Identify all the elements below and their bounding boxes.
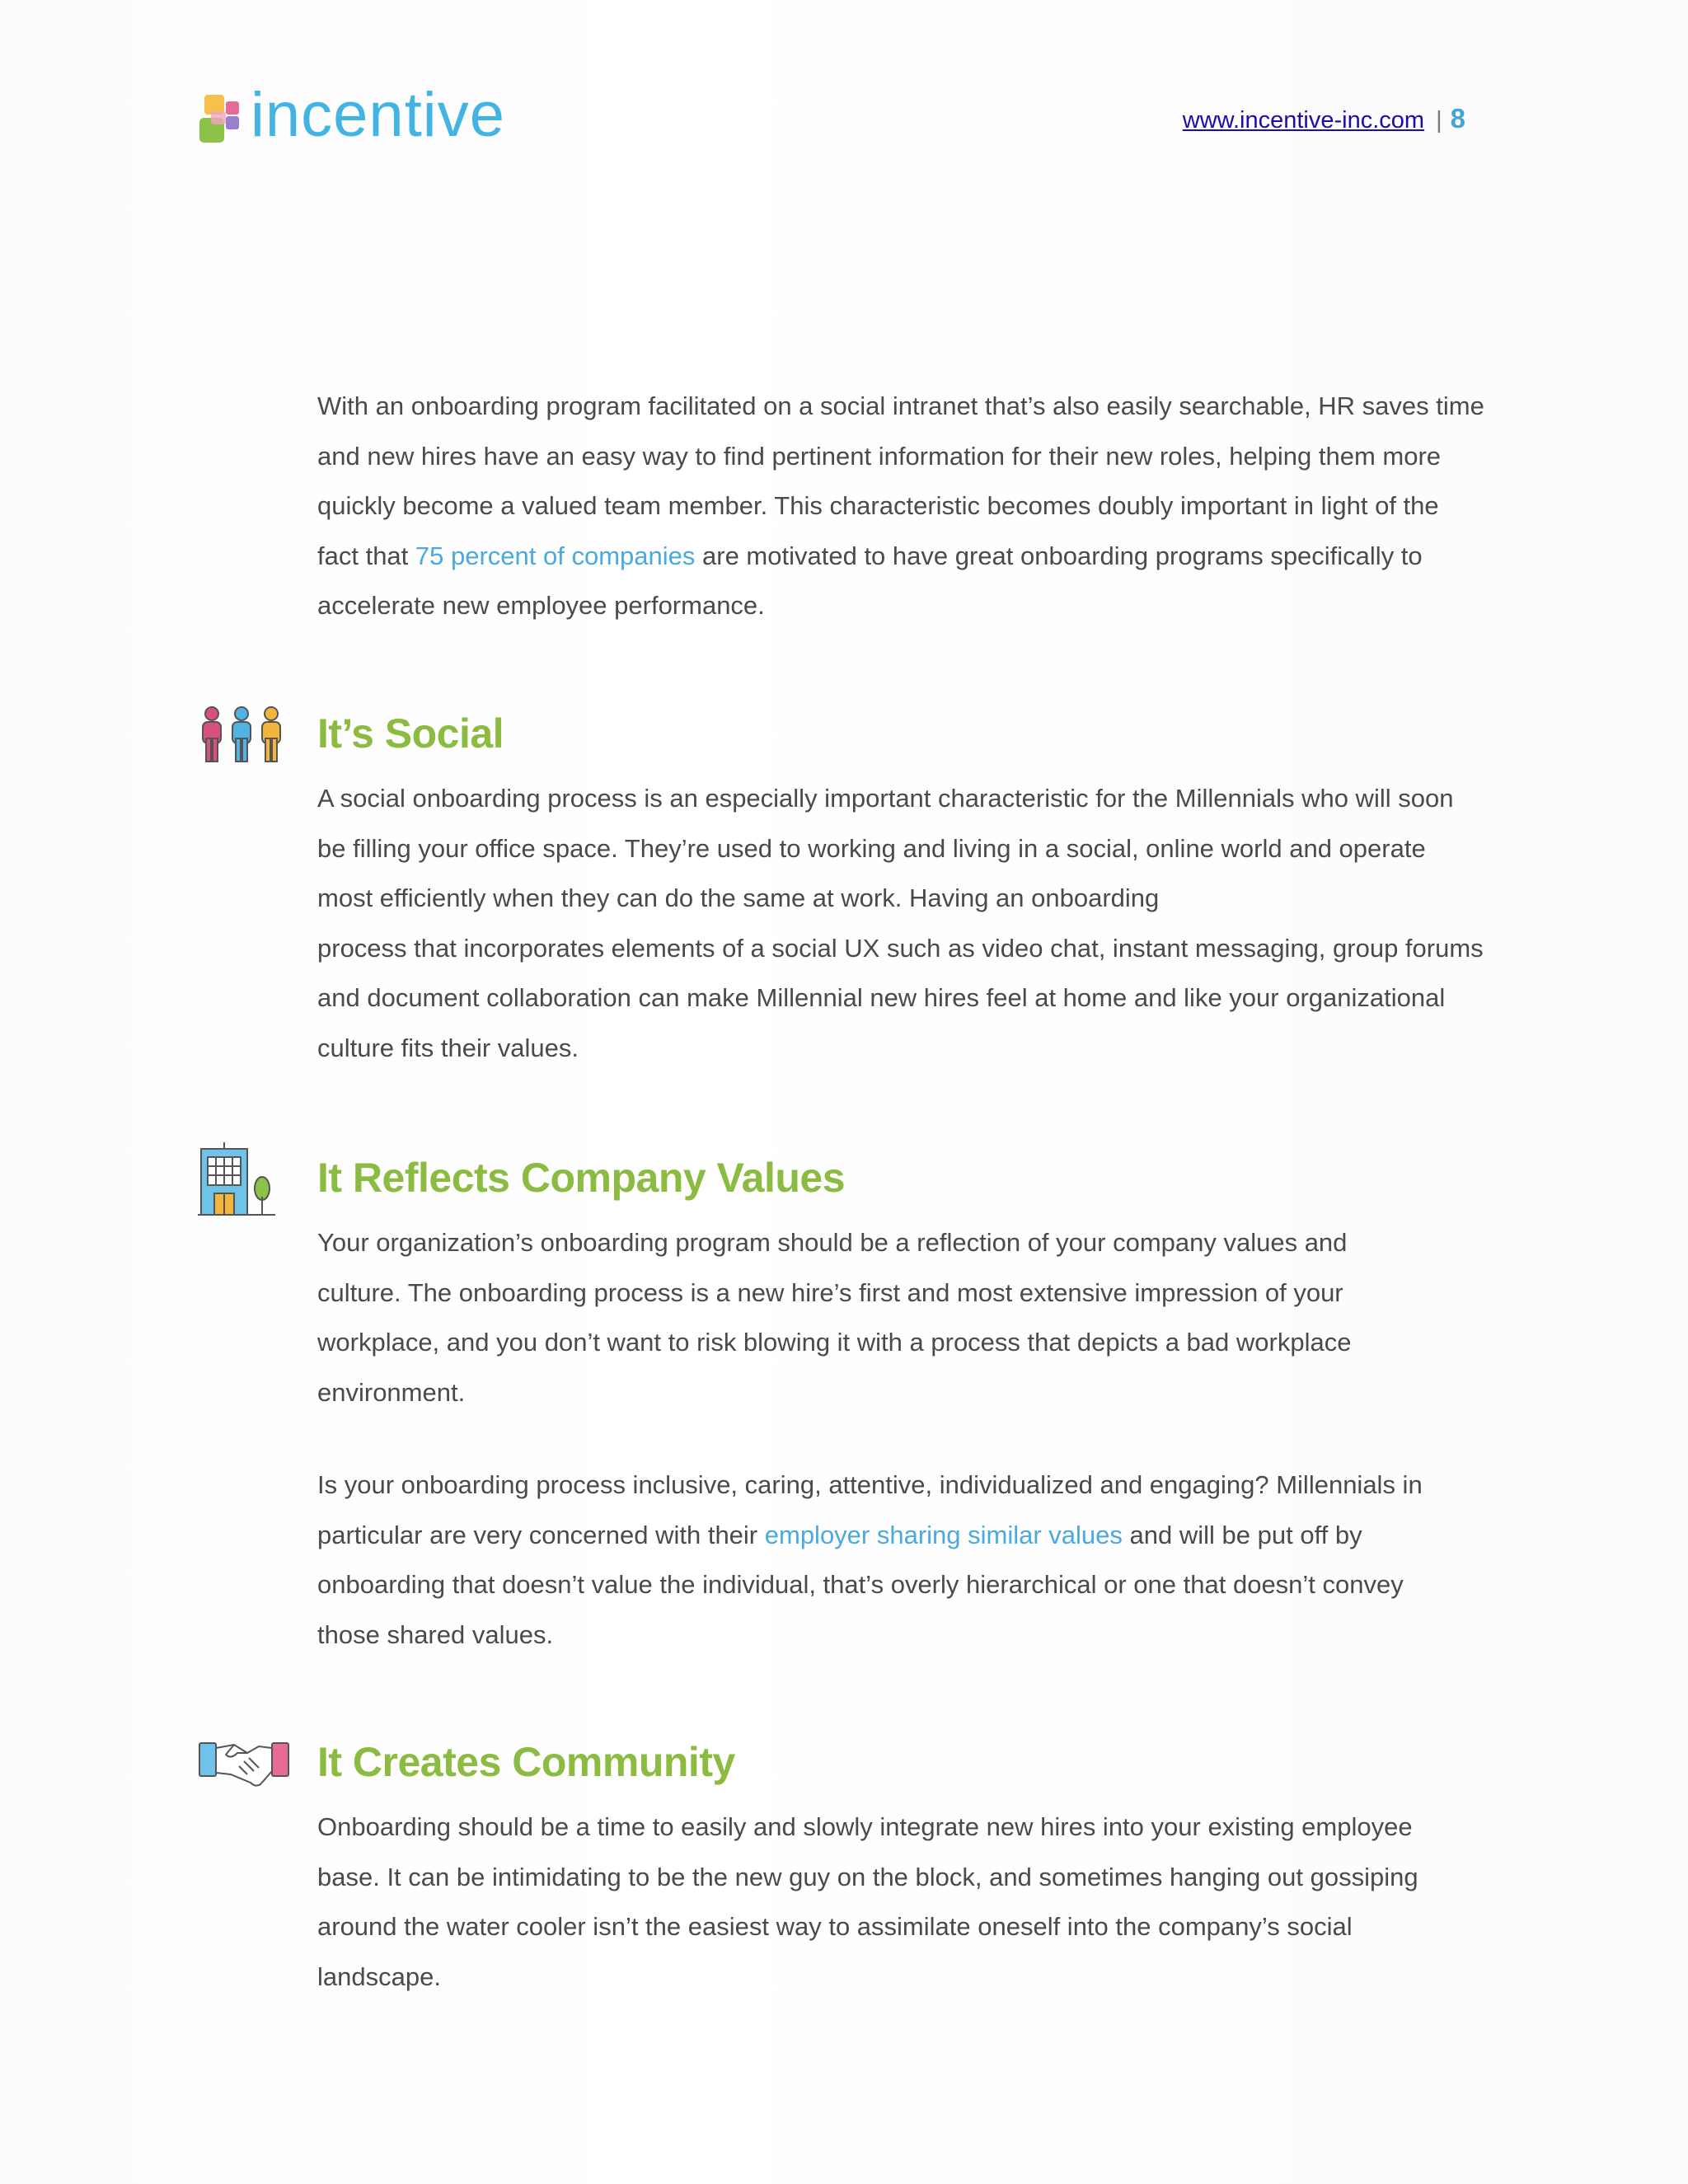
paragraph-line: process that incorporates elements of a social UX such as video chat, instant messaging, group forums — [317, 933, 1484, 963]
header-meta — [1183, 102, 1465, 137]
section-title-social: It’s Social — [317, 710, 504, 757]
section-title-community: It Creates Community — [317, 1739, 735, 1785]
paragraph-line: A social onboarding process is an especially important characteristic for the Millennials who will soon — [317, 784, 1454, 813]
values-paragraph-1 — [317, 1218, 1488, 1418]
paragraph-line: Your organization’s onboarding program should be a reflection of your company values and — [317, 1228, 1348, 1257]
page-number: 8 — [1450, 103, 1465, 134]
section-title-values: It Reflects Company Values — [317, 1155, 846, 1201]
paragraph-line: be filling your office space. They’re used to working and living in a social, online world and operate — [317, 833, 1426, 863]
paragraph-line: accelerate new employee performance. — [317, 591, 765, 620]
logo-mark-icon — [199, 93, 249, 144]
paragraph-line: With an onboarding program facilitated on a social intranet that’s also easily searchable, HR saves time — [317, 391, 1484, 420]
community-paragraph — [317, 1802, 1488, 2002]
logo-text: incentive — [251, 80, 505, 150]
text-segment: fact that — [317, 541, 415, 570]
paragraph-line: culture fits their values. — [317, 1033, 579, 1062]
paragraph-line — [317, 1511, 1488, 1561]
paragraph-line: workplace, and you don’t want to risk blowing it with a process that depicts a bad workplace — [317, 1328, 1352, 1357]
incentive-logo[interactable] — [199, 80, 513, 151]
office-building-icon — [198, 1142, 275, 1218]
paragraph-line: most efficiently when they can do the same at work. Having an onboarding — [317, 883, 1160, 912]
paragraph-line: and new hires have an easy way to find pertinent information for their new roles, helping them more — [317, 441, 1442, 471]
intro-paragraph — [317, 382, 1488, 631]
handshake-icon — [198, 1736, 290, 1789]
paragraph-line: quickly become a valued team member. This characteristic becomes doubly important in light of the — [317, 491, 1439, 520]
paragraph-line: Onboarding should be a time to easily and slowly integrate new hires into your existing employee — [317, 1812, 1413, 1841]
text-segment: particular are very concerned with their — [317, 1520, 765, 1549]
website-link[interactable]: www.incentive-inc.com — [1182, 107, 1425, 134]
paragraph-line: environment. — [317, 1377, 466, 1407]
people-icon — [198, 705, 285, 763]
text-segment: are motivated to have great onboarding programs specifically to — [695, 541, 1423, 570]
paragraph-line: around the water cooler isn’t the easiest way to assimilate oneself into the company’s social — [317, 1912, 1353, 1941]
companies-stat-link[interactable]: 75 percent of companies — [415, 541, 696, 570]
social-paragraph — [317, 774, 1488, 1073]
paragraph-line: culture. The onboarding process is a new hire’s first and most extensive impression of your — [317, 1277, 1343, 1307]
paragraph-line: base. It can be intimidating to be the new guy on the block, and sometimes hanging out gossiping — [317, 1862, 1418, 1891]
paragraph-line: Is your onboarding process inclusive, caring, attentive, individualized and engaging? Millennials in — [317, 1470, 1423, 1499]
paragraph-line: and document collaboration can make Millennial new hires feel at home and like your organizational — [317, 983, 1446, 1012]
header-separator: | — [1436, 107, 1442, 134]
values-paragraph-2 — [317, 1460, 1488, 1660]
paragraph-line: those shared values. — [317, 1619, 554, 1649]
shared-values-link[interactable]: employer sharing similar values — [764, 1520, 1123, 1549]
paragraph-line — [317, 532, 1488, 582]
paragraph-line: landscape. — [317, 1961, 441, 1991]
text-segment: and will be put off by — [1122, 1520, 1362, 1549]
paragraph-line: onboarding that doesn’t value the individual, that’s overly hierarchical or one that doesn’t convey — [317, 1570, 1404, 1599]
